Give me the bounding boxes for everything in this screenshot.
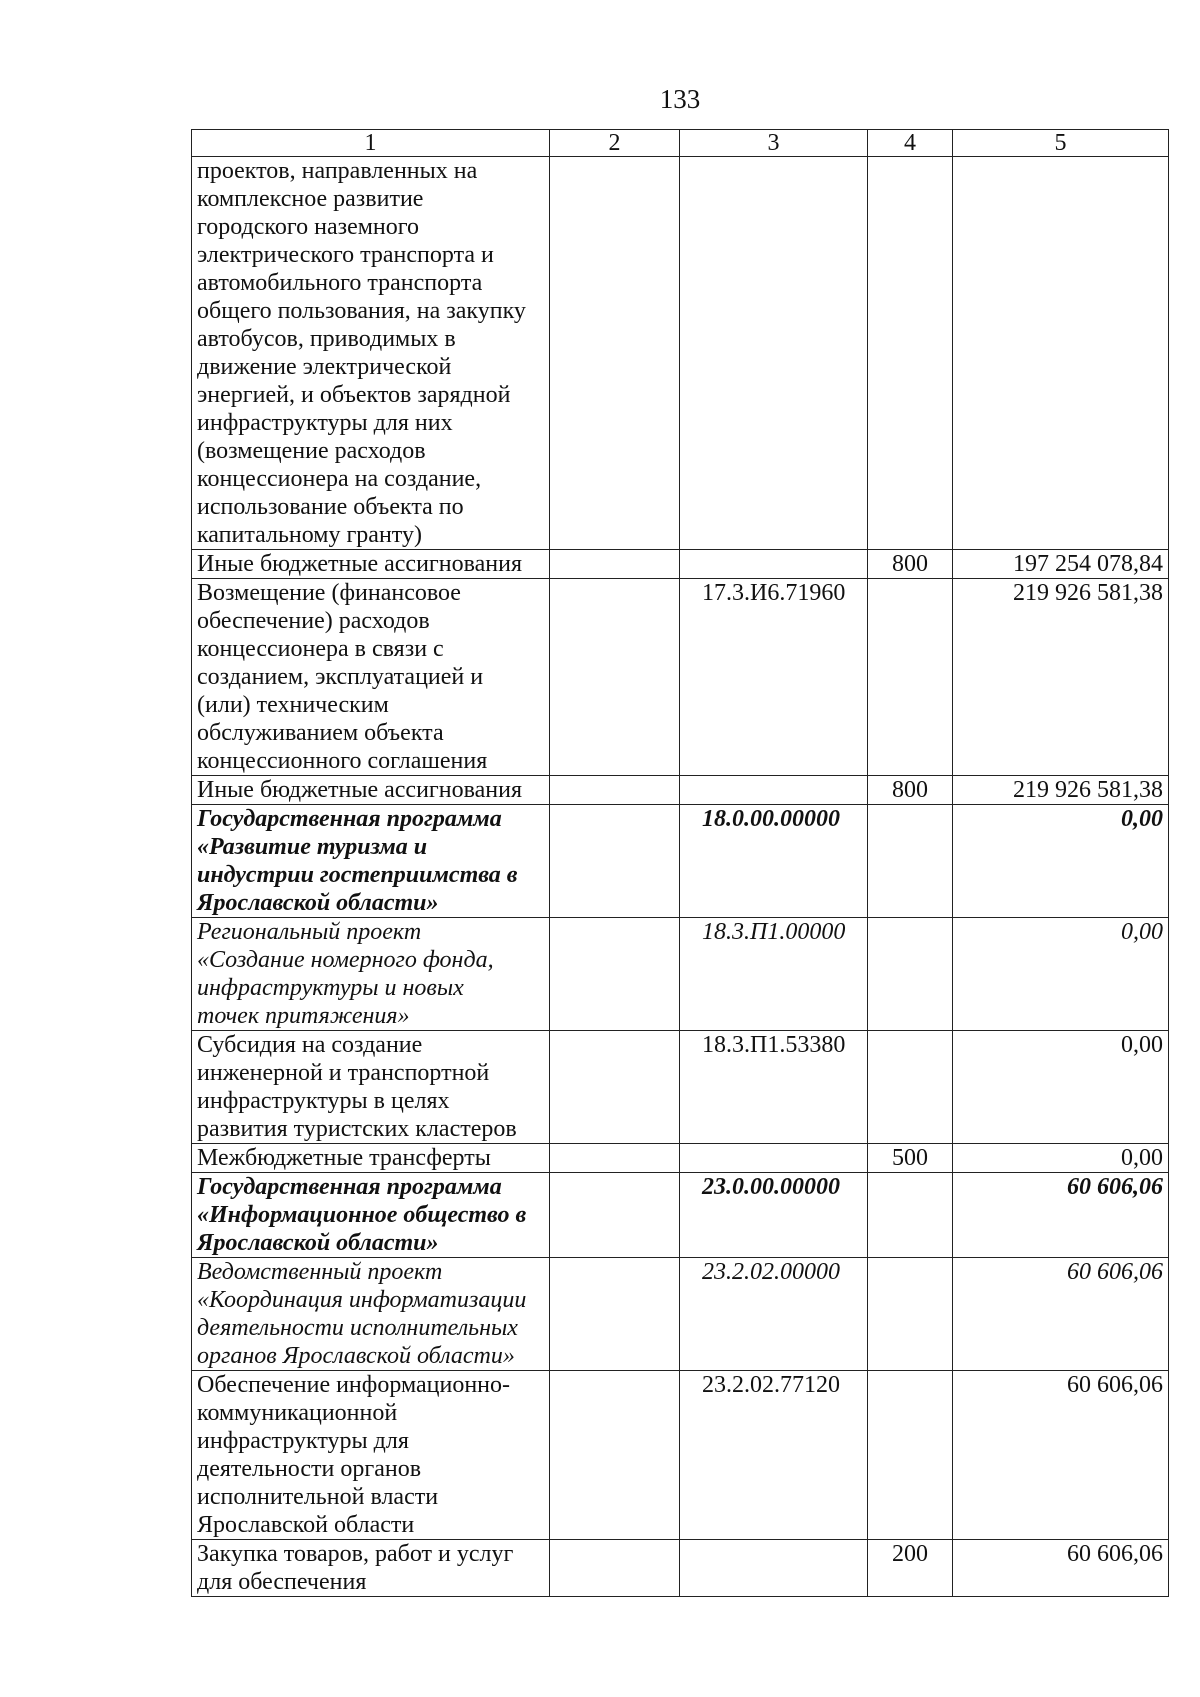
code-cell [680, 1031, 868, 1144]
name-cell [192, 1540, 550, 1597]
expense-type-cell [868, 1371, 953, 1540]
table-row [192, 1173, 1169, 1258]
page-number: 133 [659, 84, 701, 114]
expense-type-cell [868, 550, 953, 579]
section-cell [550, 805, 680, 918]
amount-cell [953, 776, 1169, 805]
name-cell-text: Государственная программа «Информационное общество в Ярославской области» [197, 1174, 527, 1256]
amount-cell-text: 0,00 [1121, 1145, 1163, 1171]
expense-type-cell-text: 500 [892, 1145, 928, 1171]
name-cell [192, 776, 550, 805]
name-cell [192, 550, 550, 579]
amount-cell [953, 1173, 1169, 1258]
expense-type-cell [868, 805, 953, 918]
expense-type-cell [868, 918, 953, 1031]
table-row [192, 579, 1169, 776]
name-cell [192, 918, 550, 1031]
name-cell-text: Закупка товаров, работ и услуг для обеспечения [197, 1541, 514, 1595]
code-cell [680, 776, 868, 805]
name-cell [192, 1258, 550, 1371]
table-row [192, 157, 1169, 550]
section-cell [550, 1258, 680, 1371]
expense-type-cell [868, 157, 953, 550]
section-cell [550, 918, 680, 1031]
code-cell-text: 18.0.00.00000 [702, 806, 840, 832]
amount-cell [953, 805, 1169, 918]
name-cell-text: Межбюджетные трансферты [197, 1145, 491, 1171]
amount-cell-text: 60 606,06 [1067, 1259, 1163, 1285]
name-cell-text: Обеспечение информационно- коммуникационной инфраструктуры для деятельности органов исполнительной власти Ярославской области [197, 1372, 511, 1538]
table-row [192, 918, 1169, 1031]
table-row [192, 1258, 1169, 1371]
amount-cell-text: 219 926 581,38 [1013, 777, 1163, 803]
code-cell-text: 23.2.02.77120 [702, 1372, 840, 1398]
name-cell [192, 579, 550, 776]
amount-cell [953, 1371, 1169, 1540]
code-cell [680, 550, 868, 579]
amount-cell [953, 918, 1169, 1031]
amount-cell [953, 1258, 1169, 1371]
amount-cell-text: 219 926 581,38 [1013, 580, 1163, 606]
name-cell-text: Иные бюджетные ассигнования [197, 777, 522, 803]
section-cell [550, 579, 680, 776]
code-cell [680, 1371, 868, 1540]
expense-type-cell [868, 1031, 953, 1144]
code-cell-text: 23.0.00.00000 [702, 1174, 840, 1200]
table-row [192, 1031, 1169, 1144]
amount-cell-text: 0,00 [1121, 806, 1163, 832]
amount-cell [953, 1144, 1169, 1173]
name-cell [192, 1173, 550, 1258]
name-cell [192, 157, 550, 550]
code-cell [680, 1173, 868, 1258]
section-cell [550, 1031, 680, 1144]
header-cell-3: 3 [680, 130, 868, 157]
code-cell [680, 1258, 868, 1371]
table-header-row [192, 130, 1169, 157]
amount-cell [953, 1031, 1169, 1144]
code-cell [680, 918, 868, 1031]
section-cell [550, 550, 680, 579]
header-cell-5: 5 [953, 130, 1169, 157]
code-cell-text: 17.3.И6.71960 [702, 580, 846, 606]
name-cell-text: Ведомственный проект «Координация информатизации деятельности исполнительных органов Ярославской области» [197, 1259, 527, 1369]
expense-type-cell [868, 579, 953, 776]
header-cell-4: 4 [868, 130, 953, 157]
name-cell [192, 1031, 550, 1144]
table-row [192, 1540, 1169, 1597]
code-cell-text: 18.3.П1.00000 [702, 919, 846, 945]
amount-cell [953, 157, 1169, 550]
section-cell [550, 1173, 680, 1258]
code-cell [680, 805, 868, 918]
amount-cell-text: 60 606,06 [1067, 1174, 1163, 1200]
name-cell-text: Возмещение (финансовое обеспечение) расходов концессионера в связи с созданием, эксплуатацией и (или) техническим обслуживанием объекта концессионного соглашения [197, 580, 488, 774]
amount-cell-text: 60 606,06 [1067, 1541, 1163, 1567]
section-cell [550, 157, 680, 550]
section-cell [550, 1540, 680, 1597]
expense-type-cell [868, 1173, 953, 1258]
name-cell-text: Иные бюджетные ассигнования [197, 551, 522, 577]
table-row [192, 805, 1169, 918]
name-cell-text: Региональный проект «Создание номерного фонда, инфраструктуры и новых точек притяжения» [197, 919, 494, 1029]
expense-type-cell-text: 800 [892, 777, 928, 803]
expense-type-cell [868, 1144, 953, 1173]
section-cell [550, 1144, 680, 1173]
header-cell-1: 1 [192, 130, 550, 157]
expense-type-cell [868, 1540, 953, 1597]
amount-cell-text: 197 254 078,84 [1013, 551, 1163, 577]
budget-table [191, 129, 1169, 1597]
code-cell [680, 1540, 868, 1597]
code-cell [680, 157, 868, 550]
table-row [192, 550, 1169, 579]
code-cell [680, 1144, 868, 1173]
name-cell-text: проектов, направленных на комплексное развитие городского наземного электрического транспорта и автомобильного транспорта общего пользования, на закупку автобусов, приводимых в движение электрической энергией, и объектов зарядной инфраструктуры для них (возмещение расходов концессионера на создание, использование объекта по капитальному гранту) [197, 158, 526, 548]
amount-cell-text: 0,00 [1121, 919, 1163, 945]
expense-type-cell [868, 1258, 953, 1371]
header-cell-2: 2 [550, 130, 680, 157]
amount-cell [953, 550, 1169, 579]
section-cell [550, 776, 680, 805]
table-row [192, 1371, 1169, 1540]
name-cell [192, 1144, 550, 1173]
amount-cell-text: 60 606,06 [1067, 1372, 1163, 1398]
name-cell [192, 805, 550, 918]
expense-type-cell-text: 200 [892, 1541, 928, 1567]
expense-type-cell [868, 776, 953, 805]
name-cell-text: Субсидия на создание инженерной и транспортной инфраструктуры в целях развития туристских кластеров [197, 1032, 517, 1142]
section-cell [550, 1371, 680, 1540]
expense-type-cell-text: 800 [892, 551, 928, 577]
code-cell-text: 18.3.П1.53380 [702, 1032, 846, 1058]
amount-cell [953, 579, 1169, 776]
name-cell [192, 1371, 550, 1540]
table-row [192, 1144, 1169, 1173]
amount-cell-text: 0,00 [1121, 1032, 1163, 1058]
name-cell-text: Государственная программа «Развитие туризма и индустрии гостеприимства в Ярославской области» [197, 806, 518, 916]
code-cell-text: 23.2.02.00000 [702, 1259, 840, 1285]
table-row [192, 776, 1169, 805]
amount-cell [953, 1540, 1169, 1597]
code-cell [680, 579, 868, 776]
budget-table-body [192, 130, 1169, 1597]
